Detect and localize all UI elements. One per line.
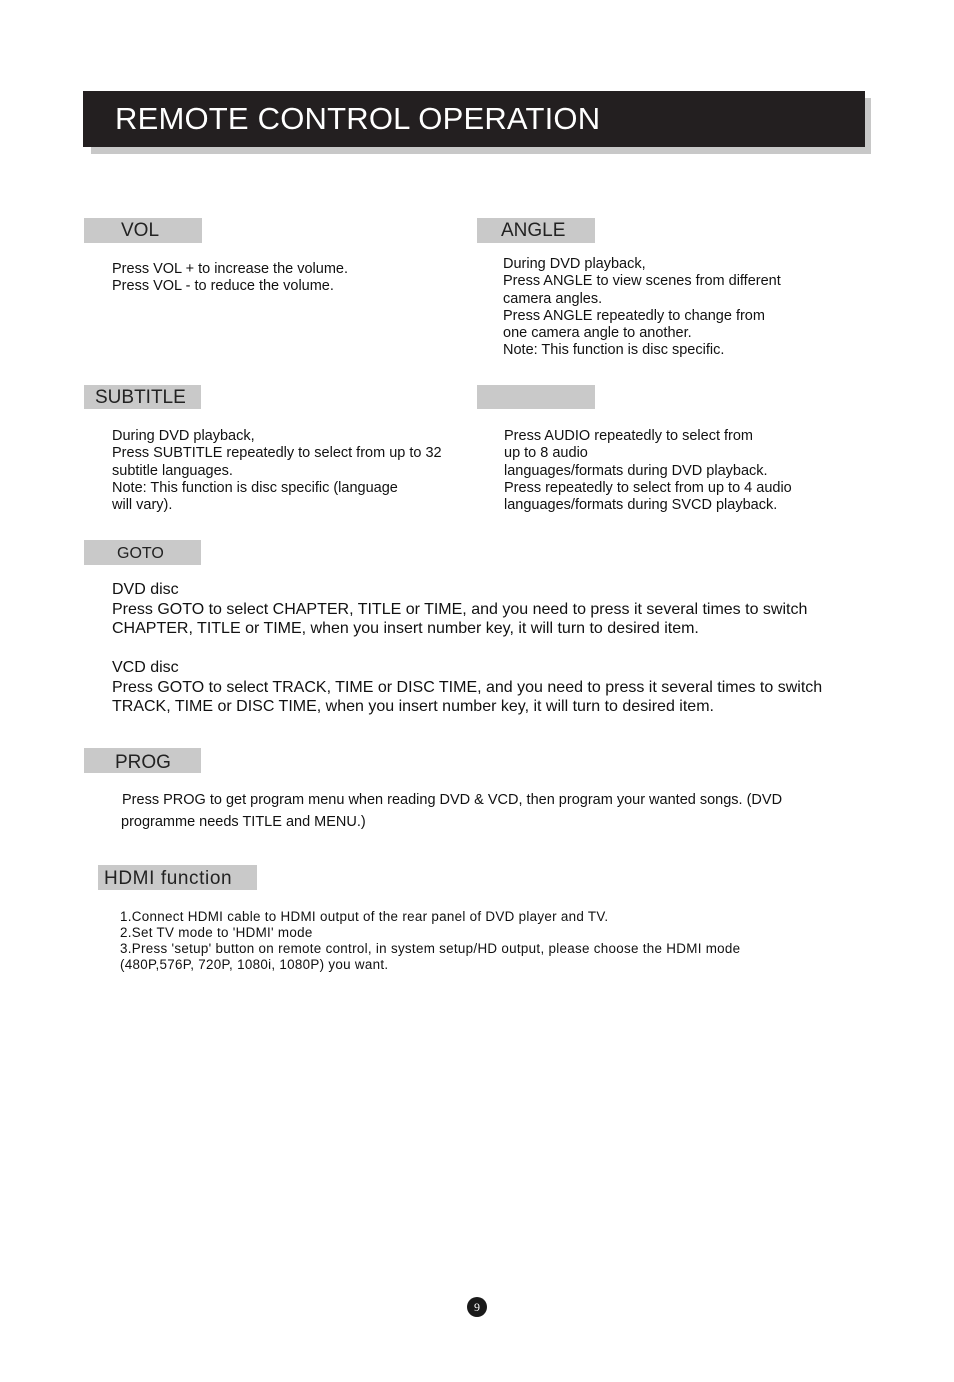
text-line: Press ANGLE repeatedly to change from: [503, 307, 765, 324]
page-title: REMOTE CONTROL OPERATION: [83, 91, 865, 147]
hdmi-label: HDMI function: [98, 865, 257, 890]
text-line: Press AUDIO repeatedly to select from: [504, 428, 754, 444]
goto-dvd-description: [112, 580, 807, 639]
text-line: programme needs TITLE and MENU.): [121, 814, 366, 830]
text-line: Press VOL + to increase the volume.: [112, 261, 349, 277]
hdmi-description: [120, 909, 740, 973]
text-line: up to 8 audio: [504, 445, 588, 462]
text-line: subtitle languages.: [112, 462, 233, 479]
text-line: camera angles.: [503, 290, 603, 307]
prog-description: [122, 789, 782, 833]
text-line: will vary).: [112, 497, 173, 514]
text-line: 1.Connect HDMI cable to HDMI output of the rear panel of DVD player and TV.: [120, 909, 609, 924]
text-line: 3.Press 'setup' button on remote control, in system setup/HD output, please choose the HDMI mode: [120, 941, 741, 956]
subtitle-description: [112, 428, 442, 514]
text-line: TRACK, TIME or DISC TIME, when you insert number key, it will turn to desired item.: [112, 698, 714, 716]
angle-label: ANGLE: [477, 218, 595, 243]
prog-label: PROG: [84, 748, 201, 773]
vol-description: [112, 261, 348, 296]
text-line: Press SUBTITLE repeatedly to select from up to 32: [112, 445, 442, 462]
goto-vcd-description: [112, 658, 822, 717]
text-line: Press GOTO to select CHAPTER, TITLE or TIME, and you need to press it several times to switch: [112, 600, 808, 618]
text-line: Press GOTO to select TRACK, TIME or DISC TIME, and you need to press it several times to switch: [112, 678, 823, 696]
audio-label: [477, 385, 595, 409]
text-line: (480P,576P, 720P, 1080i, 1080P) you want.: [120, 957, 389, 972]
goto-vcd-heading: VCD disc: [112, 659, 179, 676]
text-line: languages/formats during DVD playback.: [504, 462, 768, 479]
text-line: Note: This function is disc specific (language: [112, 479, 398, 496]
text-line: During DVD playback,: [503, 256, 646, 272]
goto-dvd-heading: DVD disc: [112, 581, 179, 598]
audio-description: [504, 428, 792, 514]
text-line: Press ANGLE to view scenes from different: [503, 273, 781, 290]
text-line: Press repeatedly to select from up to 4 audio: [504, 479, 792, 496]
vol-label: VOL: [84, 218, 202, 243]
text-line: one camera angle to another.: [503, 325, 692, 342]
text-line: Note: This function is disc specific.: [503, 342, 725, 359]
goto-label: GOTO: [84, 540, 201, 565]
text-line: 2.Set TV mode to 'HDMI' mode: [120, 925, 313, 940]
angle-description: [503, 256, 781, 360]
page-number: 9: [467, 1297, 487, 1317]
text-line: During DVD playback,: [112, 428, 255, 444]
subtitle-label: SUBTITLE: [84, 385, 201, 409]
text-line: Press VOL - to reduce the volume.: [112, 278, 334, 295]
text-line: Press PROG to get program menu when reading DVD & VCD, then program your wanted songs. (DVD: [122, 792, 783, 808]
text-line: CHAPTER, TITLE or TIME, when you insert number key, it will turn to desired item.: [112, 620, 699, 638]
text-line: languages/formats during SVCD playback.: [504, 497, 778, 514]
